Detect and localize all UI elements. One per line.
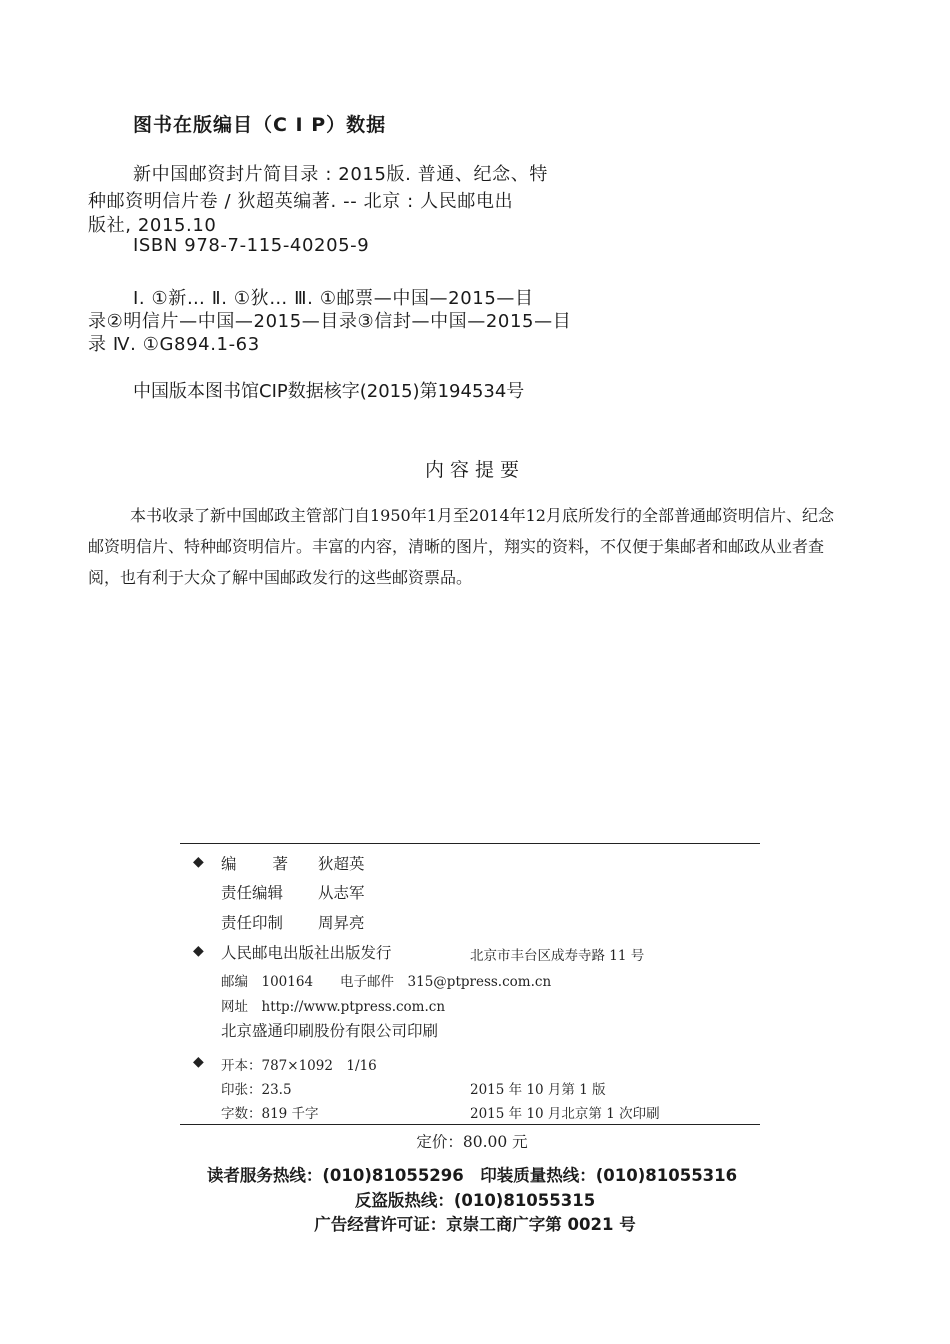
imprint-top-rule <box>180 843 760 844</box>
summary-text: 本书收录了新中国邮政主管部门自1950年1月至2014年12月底所发行的全部普通邮资明信片、纪念邮资明信片、特种邮资明信片。丰富的内容，清晰的图片，翔实的资料，不仅便于集邮者和邮政从业者查阅，也有利于大众了解中国邮政发行的这些邮资票品。 <box>88 506 834 587</box>
printer: 北京盛通印刷股份有限公司印刷 <box>221 1022 439 1040</box>
cip-isbn: ISBN 978-7-115-40205-9 <box>133 235 370 256</box>
printing-supervisor-label: 责任印制 <box>221 914 284 932</box>
website: 网址 http://www.ptpress.com.cn <box>221 999 446 1015</box>
format: 开本：787×1092 1/16 <box>221 1058 377 1074</box>
bullet-icon: ◆ <box>193 943 204 959</box>
cip-classification: 录②明信片—中国—2015—目录③信封—中国—2015—目 <box>88 311 572 332</box>
bullet-icon: ◆ <box>193 1054 204 1070</box>
cip-line: 新中国邮资封片简目录 : 2015版. 普通、纪念、特 <box>133 164 548 185</box>
cip-classification: 录 Ⅳ. ①G894.1-63 <box>88 334 260 355</box>
postcode-email: 邮编 100164 电子邮件 315@ptpress.com.cn <box>221 974 552 990</box>
publisher-address: 北京市丰台区成寿寺路 11 号 <box>470 948 645 964</box>
sheets: 印张：23.5 <box>221 1082 292 1098</box>
bullet-icon: ◆ <box>193 854 204 870</box>
cip-record-number: 中国版本图书馆CIP数据核字(2015)第194534号 <box>133 381 525 402</box>
edition: 2015 年 10 月第 1 版 <box>470 1082 606 1098</box>
imprint-bottom-rule <box>180 1124 760 1125</box>
editor-name: 从志军 <box>318 884 365 902</box>
cip-line: 版社, 2015.10 <box>88 215 217 236</box>
word-count: 字数：819 千字 <box>221 1106 319 1122</box>
cip-classification: Ⅰ. ①新… Ⅱ. ①狄… Ⅲ. ①邮票—中国—2015—目 <box>133 288 534 309</box>
author-label: 编著 <box>221 855 325 873</box>
summary-heading: 内容提要 <box>424 459 525 481</box>
anti-piracy-hotline: 反盗版热线：(010)81055315 <box>354 1191 596 1210</box>
price: 定价：80.00 元 <box>416 1133 528 1151</box>
cip-heading: 图书在版编目（C I P）数据 <box>133 114 387 136</box>
service-hotline: 读者服务热线：(010)81055296 印装质量热线：(010)81055316 <box>206 1166 738 1185</box>
cip-line: 种邮资明信片卷 / 狄超英编著. -- 北京 : 人民邮电出 <box>88 191 514 212</box>
publisher: 人民邮电出版社出版发行 <box>221 944 392 962</box>
print-run: 2015 年 10 月北京第 1 次印刷 <box>470 1106 660 1122</box>
editor-label: 责任编辑 <box>221 884 284 902</box>
author-name: 狄超英 <box>318 855 365 873</box>
ad-license: 广告经营许可证：京崇工商广字第 0021 号 <box>314 1215 636 1234</box>
printing-supervisor-name: 周昇亮 <box>318 914 365 932</box>
